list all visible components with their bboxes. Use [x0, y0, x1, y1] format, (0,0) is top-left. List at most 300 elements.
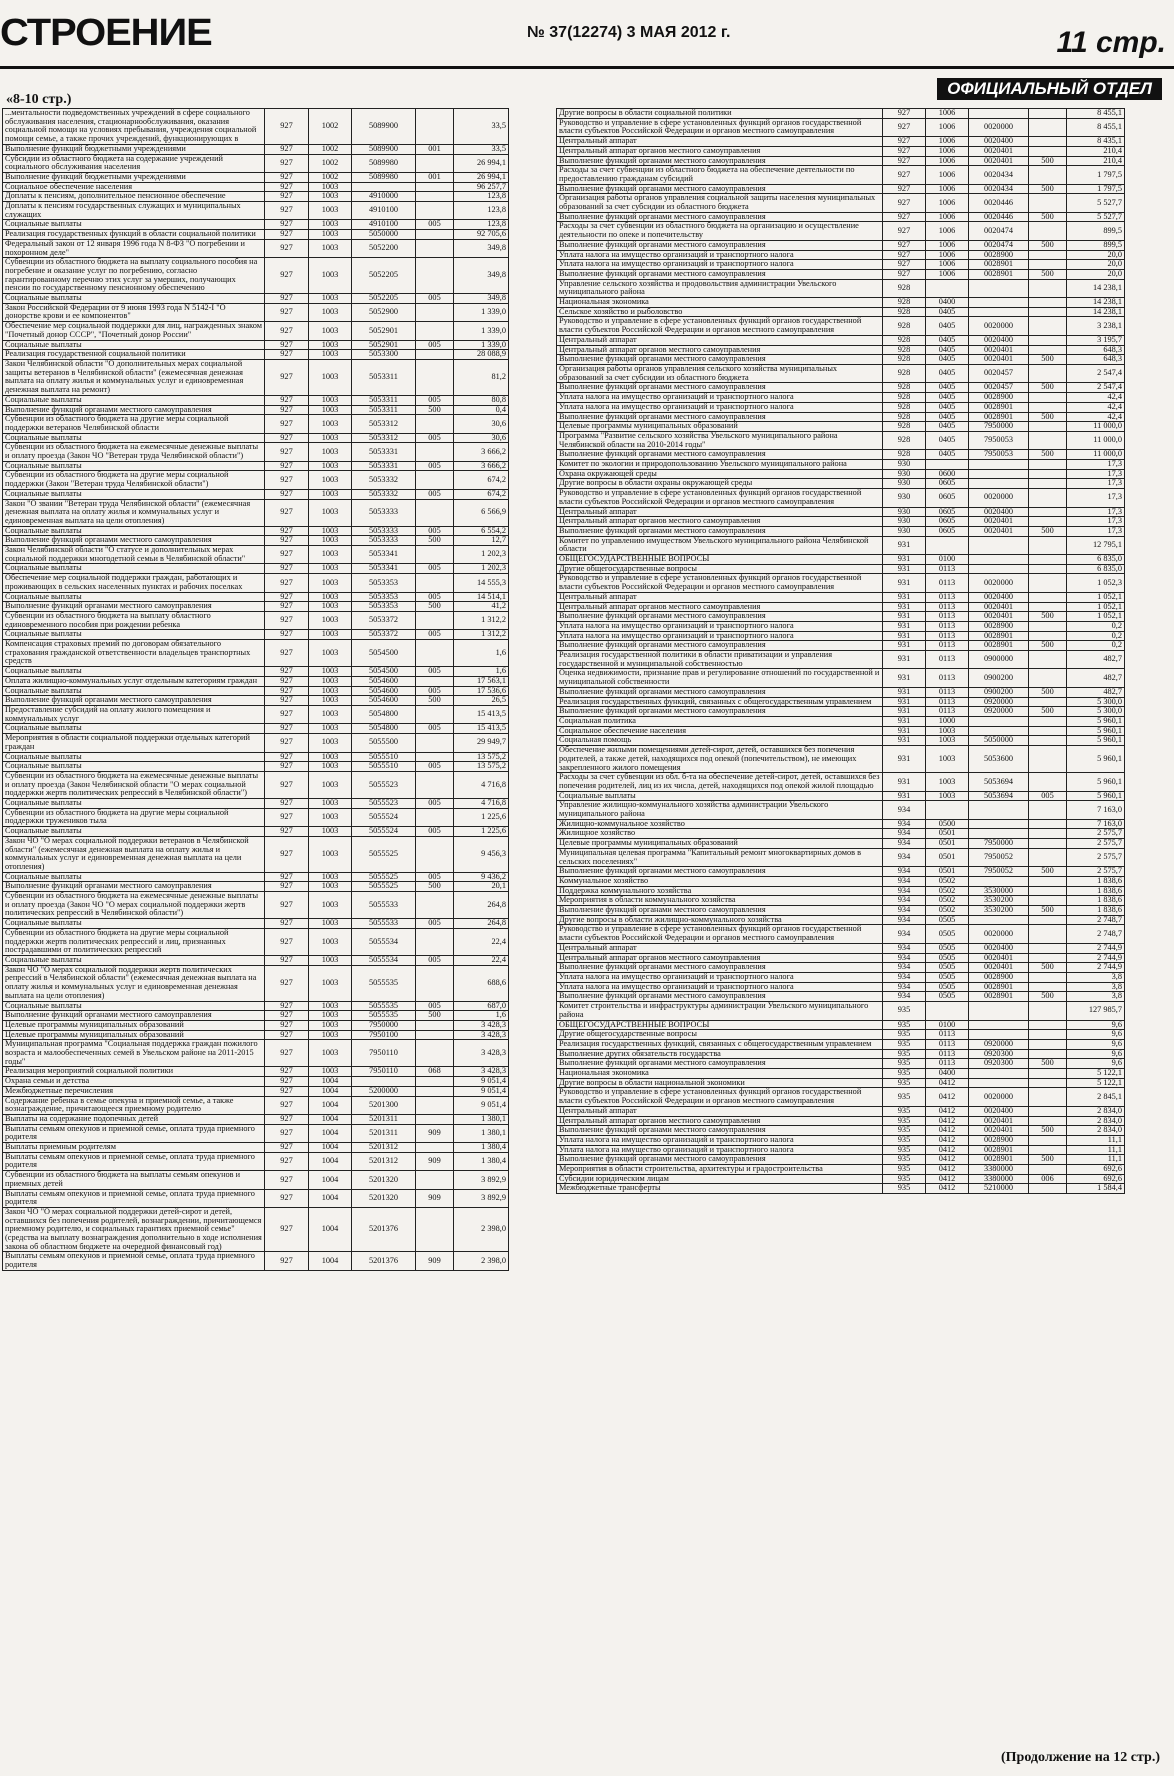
row-name-cell: Мероприятия в области строительства, архитектуры и градостроительства — [557, 1165, 883, 1175]
row-name-cell: Выплаты семьям опекунов и приемной семье, оплата труда приемного родителя — [3, 1152, 265, 1170]
ministry-code-cell: 927 — [265, 526, 309, 536]
expense-type-cell — [1029, 431, 1067, 449]
target-article-cell: 5053331 — [352, 461, 416, 471]
amount-cell: 264,8 — [454, 919, 509, 929]
amount-cell: 11 000,0 — [1067, 431, 1125, 449]
row-name-cell: Закон ЧО "О мерах социальной поддержки детей-сирот и детей, оставшихся без попечения родителей, вознаграждении, причитающемся приемному родителю, и социальных гарантиях приемной семье" (средства на выплату вознаграждения дополнительно в ходе исполнения закона об областном бюджете на очередной финансовый год) — [3, 1207, 265, 1252]
ministry-code-cell: 927 — [265, 1067, 309, 1077]
target-article-cell: 5089980 — [352, 172, 416, 182]
expense-type-cell: 500 — [1029, 184, 1067, 194]
row-name-cell: Руководство и управление в сфере установленных функций органов государственной власти субъектов Российской Федерации и органов местного самоуправления — [557, 118, 883, 136]
table-row — [557, 943, 1125, 953]
row-name-cell: Коммунальное хозяйство — [557, 876, 883, 886]
ministry-code-cell: 927 — [265, 239, 309, 257]
ministry-code-cell: 927 — [265, 499, 309, 526]
table-row — [3, 808, 509, 826]
section-code-cell: 1004 — [309, 1171, 352, 1189]
amount-cell: 2 744,9 — [1067, 943, 1125, 953]
amount-cell: 1 339,0 — [454, 340, 509, 350]
ministry-code-cell: 927 — [265, 611, 309, 629]
section-code-cell: 0412 — [926, 1078, 969, 1088]
row-name-cell: Управление жилищно-коммунального хозяйства администрации Увельского муниципального района — [557, 801, 883, 819]
section-code-cell: 1002 — [309, 144, 352, 154]
amount-cell: 14 238,1 — [1067, 298, 1125, 308]
expense-type-cell — [1029, 555, 1067, 565]
expense-type-cell: 005 — [416, 799, 454, 809]
amount-cell: 9,6 — [1067, 1039, 1125, 1049]
row-name-cell: Выполнение функций бюджетными учреждениями — [3, 144, 265, 154]
row-name-cell: Комитет по управлению имуществом Увельского муниципального района Челябинской области — [557, 536, 883, 554]
ministry-code-cell: 935 — [883, 1020, 926, 1030]
table-row — [3, 574, 509, 592]
target-article-cell: 5054600 — [352, 696, 416, 706]
target-article-cell: 0020446 — [969, 194, 1029, 212]
table-row — [557, 1165, 1125, 1175]
section-code-cell: 0113 — [926, 707, 969, 717]
amount-cell: 3 428,3 — [454, 1040, 509, 1067]
expense-type-cell — [1029, 746, 1067, 773]
section-code-cell: 1002 — [309, 109, 352, 145]
expense-type-cell — [1029, 1184, 1067, 1194]
section-code-cell: 0501 — [926, 867, 969, 877]
target-article-cell: 7950100 — [352, 1030, 416, 1040]
expense-type-cell — [1029, 1116, 1067, 1126]
target-article-cell: 5055534 — [352, 955, 416, 965]
section-code-cell — [926, 801, 969, 819]
row-name-cell: Закон Челябинской области "О дополнительных мерах социальной защиты ветеранов в Челябинской области" (ежемесячная денежная выплата на оплату жилья и коммунальных услуг и единовременная денежная выплата на ремонт) — [3, 359, 265, 395]
expense-type-cell — [416, 808, 454, 826]
expense-type-cell: 005 — [416, 340, 454, 350]
ministry-code-cell: 927 — [265, 724, 309, 734]
ministry-code-cell: 935 — [883, 1059, 926, 1069]
row-name-cell: Социальные выплаты — [3, 762, 265, 772]
ministry-code-cell: 927 — [265, 1001, 309, 1011]
amount-cell: 1 584,4 — [1067, 1184, 1125, 1194]
amount-cell: 5 960,1 — [1067, 791, 1125, 801]
section-code-cell: 1006 — [926, 250, 969, 260]
target-article-cell: 5055524 — [352, 827, 416, 837]
table-row — [3, 1011, 509, 1021]
table-row — [557, 1135, 1125, 1145]
ministry-code-cell: 927 — [265, 640, 309, 667]
amount-cell: 22,4 — [454, 928, 509, 955]
ministry-code-cell: 930 — [883, 526, 926, 536]
row-name-cell: Закон Челябинской области "О статусе и дополнительных мерах социальной поддержки многодетной семьи в Челябинской области" — [3, 546, 265, 564]
section-code-cell: 1003 — [309, 892, 352, 919]
row-name-cell: Социальные выплаты — [3, 752, 265, 762]
table-row — [3, 350, 509, 360]
target-article-cell: 0028901 — [969, 1145, 1029, 1155]
amount-cell: 1 052,1 — [1067, 592, 1125, 602]
expense-type-cell — [1029, 460, 1067, 470]
section-code-cell: 1003 — [309, 667, 352, 677]
table-row — [3, 395, 509, 405]
amount-cell: 5 960,1 — [1067, 717, 1125, 727]
expense-type-cell — [1029, 915, 1067, 925]
row-name-cell: Организация работы органов управления социальной защиты населения муниципальных образований за счет субсидии из областного бюджета — [557, 194, 883, 212]
row-name-cell: Предоставление субсидий на оплату жилого помещения и коммунальных услуг — [3, 706, 265, 724]
amount-cell: 1 052,1 — [1067, 602, 1125, 612]
target-article-cell — [352, 182, 416, 192]
section-code-cell: 1003 — [309, 574, 352, 592]
ministry-code-cell: 927 — [883, 250, 926, 260]
expense-type-cell — [1029, 886, 1067, 896]
row-name-cell: Социальные выплаты — [3, 1001, 265, 1011]
target-article-cell: 0020400 — [969, 1106, 1029, 1116]
expense-type-cell — [416, 471, 454, 489]
target-article-cell: 0020401 — [969, 355, 1029, 365]
ministry-code-cell: 927 — [265, 919, 309, 929]
section-code-cell: 1003 — [309, 919, 352, 929]
amount-cell: 17,3 — [1067, 479, 1125, 489]
target-article-cell: 7950052 — [969, 867, 1029, 877]
expense-type-cell — [416, 303, 454, 321]
table-row — [557, 1116, 1125, 1126]
amount-cell: 674,2 — [454, 489, 509, 499]
amount-cell: 692,6 — [1067, 1174, 1125, 1184]
table-row — [3, 836, 509, 872]
amount-cell: 81,2 — [454, 359, 509, 395]
amount-cell: 0,2 — [1067, 631, 1125, 641]
table-row — [3, 172, 509, 182]
target-article-cell: 5053341 — [352, 546, 416, 564]
amount-cell: 1,6 — [454, 667, 509, 677]
amount-cell: 687,0 — [454, 1001, 509, 1011]
expense-type-cell — [416, 415, 454, 433]
ministry-code-cell: 935 — [883, 1069, 926, 1079]
row-name-cell: Центральный аппарат — [557, 137, 883, 147]
ministry-code-cell: 935 — [883, 1174, 926, 1184]
amount-cell: 15 413,5 — [454, 724, 509, 734]
target-article-cell — [969, 564, 1029, 574]
amount-cell: 6 554,2 — [454, 526, 509, 536]
section-code-cell: 0400 — [926, 1069, 969, 1079]
ministry-code-cell: 927 — [265, 667, 309, 677]
section-code-cell: 1004 — [309, 1124, 352, 1142]
row-name-cell: Закон "О звании "Ветеран труда Челябинской области" (ежемесячная денежная выплата на оплату жилья и коммунальных услуг и единовременная выплата на цели отопления) — [3, 499, 265, 526]
section-code-cell: 1003 — [309, 808, 352, 826]
ministry-code-cell: 927 — [883, 166, 926, 184]
budget-table-right — [556, 108, 1125, 1194]
section-code-cell: 0605 — [926, 479, 969, 489]
ministry-code-cell: 927 — [265, 630, 309, 640]
table-row — [557, 602, 1125, 612]
table-row — [557, 1088, 1125, 1106]
amount-cell: 1 052,3 — [1067, 574, 1125, 592]
section-code-cell: 0113 — [926, 564, 969, 574]
row-name-cell: Выполнение функций органами местного самоуправления — [557, 526, 883, 536]
target-article-cell: 5053333 — [352, 499, 416, 526]
ministry-code-cell: 927 — [265, 1114, 309, 1124]
target-article-cell: 0900200 — [969, 669, 1029, 687]
row-name-cell: Поддержка коммунального хозяйства — [557, 886, 883, 896]
ministry-code-cell: 931 — [883, 726, 926, 736]
amount-cell: 7 163,0 — [1067, 819, 1125, 829]
masthead — [0, 0, 1174, 60]
table-row — [3, 192, 509, 202]
ministry-code-cell: 931 — [883, 736, 926, 746]
target-article-cell: 5053372 — [352, 611, 416, 629]
section-code-cell: 0113 — [926, 631, 969, 641]
row-name-cell: Уплата налога на имущество организаций и транспортного налога — [557, 402, 883, 412]
ministry-code-cell: 927 — [265, 602, 309, 612]
expense-type-cell — [416, 1020, 454, 1030]
target-article-cell: 7950000 — [969, 422, 1029, 432]
ministry-code-cell: 931 — [883, 651, 926, 669]
target-article-cell: 0020457 — [969, 364, 1029, 382]
table-row — [557, 298, 1125, 308]
table-row — [557, 269, 1125, 279]
table-row — [557, 1002, 1125, 1020]
ministry-code-cell: 927 — [265, 359, 309, 395]
row-name-cell: Социальные выплаты — [3, 564, 265, 574]
expense-type-cell — [1029, 896, 1067, 906]
amount-cell: 3 195,7 — [1067, 335, 1125, 345]
expense-type-cell — [1029, 489, 1067, 507]
ministry-code-cell: 927 — [265, 433, 309, 443]
target-article-cell: 5050000 — [969, 736, 1029, 746]
row-name-cell: Выполнение функций органами местного самоуправления — [557, 269, 883, 279]
target-article-cell: 0020401 — [969, 1126, 1029, 1136]
target-article-cell: 0020434 — [969, 184, 1029, 194]
expense-type-cell: 005 — [416, 433, 454, 443]
ministry-code-cell: 927 — [265, 340, 309, 350]
row-name-cell: Центральный аппарат органов местного самоуправления — [557, 146, 883, 156]
section-code-cell: 1003 — [309, 258, 352, 294]
target-article-cell: 0028901 — [969, 269, 1029, 279]
ministry-code-cell: 927 — [265, 808, 309, 826]
table-row — [557, 982, 1125, 992]
section-code-cell: 0505 — [926, 925, 969, 943]
row-name-cell: Расходы за счет субвенции из областного бюджета на обеспечение деятельности по предоставлению гражданам субсидий — [557, 166, 883, 184]
amount-cell: 899,5 — [1067, 240, 1125, 250]
amount-cell: 674,2 — [454, 471, 509, 489]
amount-cell: 2 547,4 — [1067, 364, 1125, 382]
section-banner: ОФИЦИАЛЬНЫЙ ОТДЕЛ — [937, 78, 1162, 100]
table-row — [3, 667, 509, 677]
target-article-cell: 3530200 — [969, 906, 1029, 916]
target-article-cell: 5210000 — [969, 1184, 1029, 1194]
expense-type-cell — [1029, 364, 1067, 382]
table-row — [557, 839, 1125, 849]
section-code-cell: 1003 — [309, 676, 352, 686]
target-article-cell: 0920000 — [969, 697, 1029, 707]
section-code-cell: 1003 — [309, 602, 352, 612]
ministry-code-cell: 927 — [265, 872, 309, 882]
table-row — [557, 517, 1125, 527]
table-row — [557, 146, 1125, 156]
row-name-cell: Социальные выплаты — [3, 395, 265, 405]
target-article-cell: 0900000 — [969, 651, 1029, 669]
table-row — [3, 1252, 509, 1270]
amount-cell: 482,7 — [1067, 651, 1125, 669]
amount-cell: 13 575,2 — [454, 752, 509, 762]
target-article-cell: 3530200 — [969, 896, 1029, 906]
expense-type-cell — [416, 1114, 454, 1124]
section-code-cell: 0405 — [926, 317, 969, 335]
table-row — [557, 479, 1125, 489]
expense-type-cell: 005 — [416, 919, 454, 929]
expense-type-cell — [416, 239, 454, 257]
section-code-cell: 1003 — [309, 202, 352, 220]
expense-type-cell — [416, 443, 454, 461]
row-name-cell: Социальная политика — [557, 717, 883, 727]
amount-cell: 3,8 — [1067, 982, 1125, 992]
ministry-code-cell: 927 — [883, 137, 926, 147]
table-row — [557, 801, 1125, 819]
expense-type-cell — [1029, 536, 1067, 554]
row-name-cell: Выполнение функций органами местного самоуправления — [557, 612, 883, 622]
expense-type-cell: 500 — [1029, 641, 1067, 651]
row-name-cell: Выполнение функций органами местного самоуправления — [557, 412, 883, 422]
table-row — [3, 734, 509, 752]
amount-cell: 8 455,1 — [1067, 118, 1125, 136]
expense-type-cell — [1029, 592, 1067, 602]
target-article-cell: 0028900 — [969, 250, 1029, 260]
ministry-code-cell: 927 — [883, 156, 926, 166]
target-article-cell: 5053372 — [352, 630, 416, 640]
table-row — [3, 109, 509, 145]
section-code-cell: 1006 — [926, 269, 969, 279]
expense-type-cell — [1029, 479, 1067, 489]
row-name-cell: Закон ЧО "О мерах социальной поддержки ветеранов в Челябинской области" (ежемесячная денежная выплата на оплату жилья и коммунальных услуг и единовременная денежная выплата на цели отопления) — [3, 836, 265, 872]
amount-cell: 210,4 — [1067, 156, 1125, 166]
amount-cell: 5 527,7 — [1067, 212, 1125, 222]
table-row — [557, 669, 1125, 687]
table-row — [557, 507, 1125, 517]
table-row — [3, 258, 509, 294]
ministry-code-cell: 934 — [883, 972, 926, 982]
expense-type-cell — [1029, 669, 1067, 687]
section-code-cell: 0605 — [926, 489, 969, 507]
row-name-cell: Оплата жилищно-коммунальных услуг отдельным категориям граждан — [3, 676, 265, 686]
ministry-code-cell: 927 — [265, 836, 309, 872]
section-code-cell: 1000 — [926, 717, 969, 727]
expense-type-cell: 005 — [416, 592, 454, 602]
expense-type-cell: 500 — [1029, 355, 1067, 365]
table-row — [557, 829, 1125, 839]
target-article-cell: 0028901 — [969, 402, 1029, 412]
amount-cell: 1 380,1 — [454, 1114, 509, 1124]
expense-type-cell: 005 — [416, 630, 454, 640]
section-code-cell: 0113 — [926, 574, 969, 592]
row-name-cell: Другие вопросы в области социальной политики — [557, 109, 883, 119]
table-row — [557, 431, 1125, 449]
row-name-cell: Субвенции из областного бюджета на выплату областного единовременного пособия при рождении ребенка — [3, 611, 265, 629]
section-code-cell: 1003 — [309, 872, 352, 882]
row-name-cell: Центральный аппарат — [557, 335, 883, 345]
amount-cell: 210,4 — [1067, 146, 1125, 156]
ministry-code-cell: 927 — [265, 303, 309, 321]
row-name-cell: Руководство и управление в сфере установленных функций органов государственной власти субъектов Российской Федерации и органов местного самоуправления — [557, 1088, 883, 1106]
target-article-cell: 3530000 — [969, 886, 1029, 896]
table-row — [557, 925, 1125, 943]
expense-type-cell — [416, 154, 454, 172]
amount-cell: 3 892,9 — [454, 1189, 509, 1207]
expense-type-cell: 005 — [416, 872, 454, 882]
expenditure-table-left — [2, 108, 509, 1271]
amount-cell: 1 838,6 — [1067, 896, 1125, 906]
amount-cell: 3 428,3 — [454, 1030, 509, 1040]
table-row — [3, 1030, 509, 1040]
ministry-code-cell: 927 — [265, 1040, 309, 1067]
target-article-cell: 5052205 — [352, 258, 416, 294]
expense-type-cell — [416, 676, 454, 686]
table-row — [3, 630, 509, 640]
ministry-code-cell: 934 — [883, 896, 926, 906]
section-code-cell: 0505 — [926, 972, 969, 982]
ministry-code-cell: 934 — [883, 982, 926, 992]
ministry-code-cell: 930 — [883, 460, 926, 470]
amount-cell: 28 088,9 — [454, 350, 509, 360]
expense-type-cell — [1029, 260, 1067, 270]
target-article-cell: 7950110 — [352, 1040, 416, 1067]
amount-cell: 42,4 — [1067, 412, 1125, 422]
target-article-cell: 0020401 — [969, 146, 1029, 156]
section-code-cell: 1003 — [309, 1067, 352, 1077]
table-row — [557, 240, 1125, 250]
section-code-cell: 1004 — [309, 1114, 352, 1124]
section-code-cell: 1003 — [309, 546, 352, 564]
target-article-cell: 0028901 — [969, 260, 1029, 270]
amount-cell: 2 834,0 — [1067, 1126, 1125, 1136]
section-code-cell: 1003 — [309, 359, 352, 395]
amount-cell: 42,4 — [1067, 393, 1125, 403]
expense-type-cell — [1029, 1145, 1067, 1155]
section-code-cell: 0412 — [926, 1145, 969, 1155]
table-row — [557, 279, 1125, 297]
section-code-cell: 0400 — [926, 298, 969, 308]
ministry-code-cell: 927 — [265, 734, 309, 752]
ministry-code-cell: 928 — [883, 355, 926, 365]
table-row — [557, 250, 1125, 260]
table-row — [557, 1145, 1125, 1155]
section-code-cell: 1003 — [309, 836, 352, 872]
amount-cell: 14 514,1 — [454, 592, 509, 602]
section-code-cell: 1003 — [309, 564, 352, 574]
target-article-cell: 0020457 — [969, 383, 1029, 393]
section-code-cell: 0113 — [926, 612, 969, 622]
ministry-code-cell: 927 — [265, 574, 309, 592]
table-row — [3, 602, 509, 612]
expense-type-cell — [1029, 345, 1067, 355]
expense-type-cell — [416, 109, 454, 145]
row-name-cell: Выполнение функций органами местного самоуправления — [3, 536, 265, 546]
section-code-cell: 1003 — [309, 433, 352, 443]
ministry-code-cell: 928 — [883, 279, 926, 297]
row-name-cell: Руководство и управление в сфере установленных функций органов государственной власти субъектов Российской Федерации и органов местного самоуправления — [557, 574, 883, 592]
table-row — [3, 154, 509, 172]
target-article-cell: 0020401 — [969, 612, 1029, 622]
ministry-code-cell: 931 — [883, 641, 926, 651]
expense-type-cell — [416, 359, 454, 395]
section-code-cell: 1006 — [926, 109, 969, 119]
row-name-cell: Доплаты к пенсиям государственных служащих и муниципальных служащих — [3, 202, 265, 220]
section-code-cell: 1003 — [309, 526, 352, 536]
expense-type-cell — [416, 230, 454, 240]
amount-cell: 349,8 — [454, 258, 509, 294]
ministry-code-cell: 931 — [883, 612, 926, 622]
ministry-code-cell: 931 — [883, 717, 926, 727]
table-row — [3, 1040, 509, 1067]
expense-type-cell — [1029, 250, 1067, 260]
section-code-cell: 1006 — [926, 212, 969, 222]
row-name-cell: Жилищно-коммунальное хозяйство — [557, 819, 883, 829]
table-row — [3, 1152, 509, 1170]
amount-cell: 127 985,7 — [1067, 1002, 1125, 1020]
target-article-cell: 0028900 — [969, 1135, 1029, 1145]
row-name-cell: Руководство и управление в сфере установленных функций органов государственной власти субъектов Российской Федерации и органов местного самоуправления — [557, 489, 883, 507]
